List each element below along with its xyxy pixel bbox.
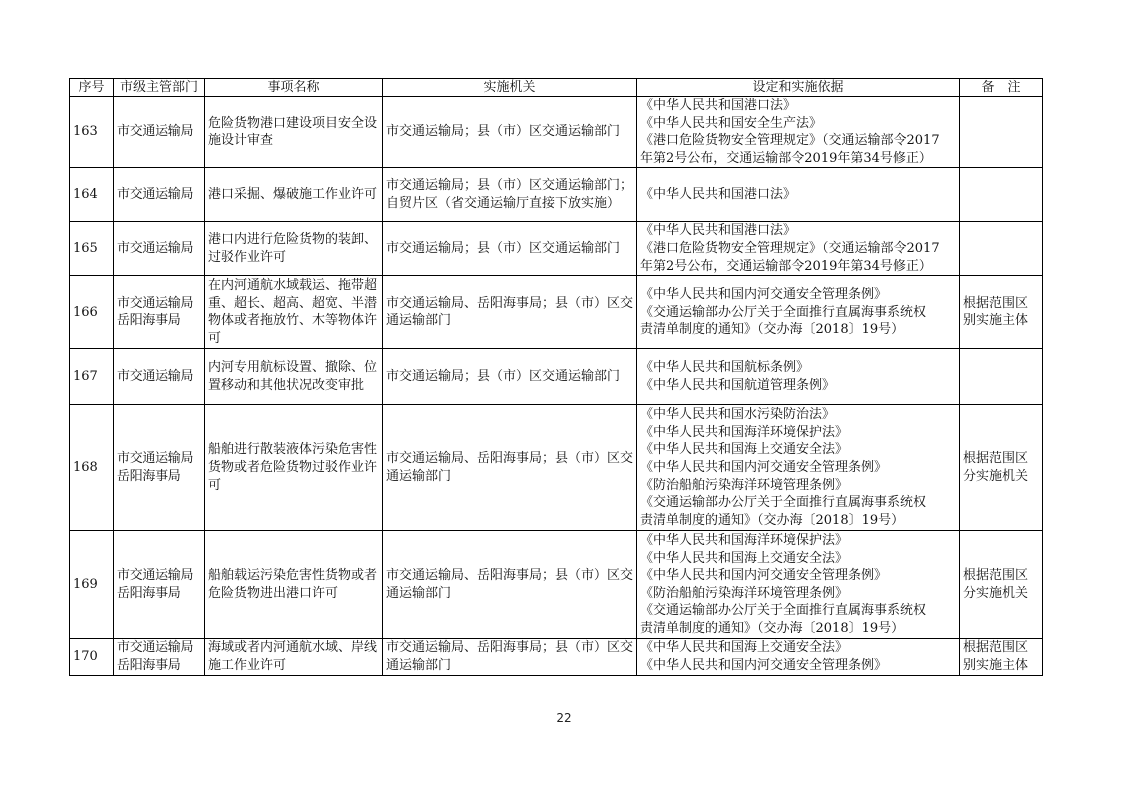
legal-basis-line: 《中华人民共和国海洋环境保护法》	[640, 424, 849, 440]
legal-basis-line: 《中华人民共和国内河交通安全管理条例》	[640, 286, 888, 302]
legal-basis-line: 《防治船舶污染海洋环境管理条例》	[640, 585, 849, 601]
matter-name: 船舶进行散装液体污染危害性货物或者危险货物过驳作业许可	[205, 405, 383, 531]
legal-basis-line: 《中华人民共和国港口法》	[640, 187, 797, 203]
table-header-row	[70, 79, 1043, 97]
legal-basis-line: 责清单制度的通知》（交办海〔2018〕19号）	[640, 621, 905, 637]
table-body	[70, 97, 1043, 676]
implementing-agency: 市交通运输局、岳阳海事局；县（市）区交通运输部门	[383, 531, 637, 639]
department-cell	[114, 405, 205, 531]
department-line: 岳阳海事局	[117, 657, 181, 673]
remark: 根据范围区分实施机关	[960, 405, 1043, 531]
department-line: 岳阳海事局	[117, 313, 181, 329]
table-row	[70, 168, 1043, 222]
legal-basis-cell	[637, 168, 960, 222]
table-row	[70, 531, 1043, 639]
implementing-agency: 市交通运输局、岳阳海事局；县（市）区交通运输部门	[383, 276, 637, 349]
legal-basis-line: 《中华人民共和国海上交通安全法》	[640, 550, 849, 566]
legal-basis-line: 《中华人民共和国安全生产法》	[640, 115, 823, 131]
implementing-agency: 市交通运输局；县（市）区交通运输部门	[383, 222, 637, 276]
header-basis: 设定和实施依据	[637, 79, 960, 97]
department-line: 市交通运输局	[117, 568, 194, 584]
department-cell	[114, 531, 205, 639]
row-number: 170	[70, 639, 114, 675]
row-number: 164	[70, 168, 114, 222]
legal-basis-cell	[637, 349, 960, 405]
row-number: 167	[70, 349, 114, 405]
department-line: 市交通运输局	[117, 451, 194, 467]
legal-basis-cell	[637, 276, 960, 349]
legal-basis-line: 年第2号公布，交通运输部令2019年第34号修正）	[640, 150, 932, 166]
implementing-agency: 市交通运输局、岳阳海事局；县（市）区交通运输部门	[383, 405, 637, 531]
matter-name: 内河专用航标设置、撤除、位置移动和其他状况改变审批	[205, 349, 383, 405]
header-matter-name: 事项名称	[205, 79, 383, 97]
matter-name: 危险货物港口建设项目安全设施设计审查	[205, 97, 383, 168]
department-cell	[114, 639, 205, 675]
legal-basis-line: 《中华人民共和国内河交通安全管理条例》	[640, 657, 888, 673]
legal-basis-line: 《交通运输部办公厅关于全面推行直属海事系统权	[640, 603, 927, 619]
matter-name: 港口内进行危险货物的装卸、过驳作业许可	[205, 222, 383, 276]
matter-name: 在内河通航水域载运、拖带超重、超长、超高、超宽、半潜物体或者拖放竹、木等物体许可	[205, 276, 383, 349]
row-number: 163	[70, 97, 114, 168]
legal-basis-line: 责清单制度的通知》（交办海〔2018〕19号）	[640, 512, 905, 528]
implementing-agency: 市交通运输局；县（市）区交通运输部门	[383, 97, 637, 168]
department-line: 市交通运输局	[117, 640, 194, 656]
legal-basis-line: 《中华人民共和国港口法》	[640, 98, 797, 113]
department-line: 市交通运输局	[117, 187, 194, 203]
legal-basis-line: 《交通运输部办公厅关于全面推行直属海事系统权	[640, 304, 927, 320]
remark: 根据范围区分实施机关	[960, 531, 1043, 639]
page-number: 22	[556, 711, 572, 725]
row-number: 166	[70, 276, 114, 349]
remark	[960, 349, 1043, 405]
row-number: 168	[70, 405, 114, 531]
table-row	[70, 349, 1043, 405]
matter-name: 港口采掘、爆破施工作业许可	[205, 168, 383, 222]
department-line: 市交通运输局	[117, 124, 194, 140]
department-line: 岳阳海事局	[117, 585, 181, 601]
legal-basis-line: 《中华人民共和国内河交通安全管理条例》	[640, 460, 888, 476]
remark: 根据范围区别实施主体	[960, 276, 1043, 349]
row-number: 169	[70, 531, 114, 639]
legal-basis-line: 年第2号公布，交通运输部令2019年第34号修正）	[640, 258, 932, 274]
legal-basis-cell	[637, 222, 960, 276]
implementing-agency: 市交通运输局；县（市）区交通运输部门；自贸片区（省交通运输厅直接下放实施）	[383, 168, 637, 222]
legal-basis-cell	[637, 639, 960, 675]
header-agency: 实施机关	[383, 79, 637, 97]
legal-basis-line: 《港口危险货物安全管理规定》（交通运输部令2017	[640, 133, 940, 149]
administrative-matters-table	[69, 78, 1043, 676]
legal-basis-cell	[637, 405, 960, 531]
table-row	[70, 405, 1043, 531]
legal-basis-line: 《中华人民共和国航标条例》	[640, 360, 810, 376]
matter-name: 船舶载运污染危害性货物或者危险货物进出港口许可	[205, 531, 383, 639]
table-row	[70, 639, 1043, 675]
header-remark: 备 注	[960, 79, 1043, 97]
legal-basis-line: 《中华人民共和国航道管理条例》	[640, 377, 836, 393]
header-no: 序号	[70, 79, 114, 97]
legal-basis-line: 《防治船舶污染海洋环境管理条例》	[640, 477, 849, 493]
table-row	[70, 222, 1043, 276]
legal-basis-line: 《中华人民共和国海洋环境保护法》	[640, 533, 849, 549]
header-department: 市级主管部门	[114, 79, 205, 97]
remark	[960, 222, 1043, 276]
department-cell	[114, 97, 205, 168]
remark	[960, 168, 1043, 222]
department-line: 市交通运输局	[117, 295, 194, 311]
table-row	[70, 97, 1043, 168]
legal-basis-line: 《中华人民共和国港口法》	[640, 223, 797, 239]
legal-basis-line: 《中华人民共和国海上交通安全法》	[640, 442, 849, 458]
department-cell	[114, 276, 205, 349]
row-number: 165	[70, 222, 114, 276]
legal-basis-line: 《中华人民共和国海上交通安全法》	[640, 640, 849, 656]
table-row	[70, 276, 1043, 349]
legal-basis-cell	[637, 97, 960, 168]
remark: 根据范围区别实施主体	[960, 639, 1043, 675]
department-line: 市交通运输局	[117, 369, 194, 385]
legal-basis-line: 《中华人民共和国水污染防治法》	[640, 407, 836, 423]
department-cell	[114, 222, 205, 276]
department-line: 岳阳海事局	[117, 468, 181, 484]
implementing-agency: 市交通运输局、岳阳海事局；县（市）区交通运输部门	[383, 639, 637, 675]
legal-basis-line: 责清单制度的通知》（交办海〔2018〕19号）	[640, 322, 905, 338]
legal-basis-line: 《交通运输部办公厅关于全面推行直属海事系统权	[640, 495, 927, 511]
matter-name: 海域或者内河通航水域、岸线施工作业许可	[205, 639, 383, 675]
remark	[960, 97, 1043, 168]
department-line: 市交通运输局	[117, 241, 194, 257]
department-cell	[114, 349, 205, 405]
legal-basis-line: 《中华人民共和国内河交通安全管理条例》	[640, 568, 888, 584]
legal-basis-cell	[637, 531, 960, 639]
department-cell	[114, 168, 205, 222]
legal-basis-line: 《港口危险货物安全管理规定》（交通运输部令2017	[640, 241, 940, 257]
implementing-agency: 市交通运输局；县（市）区交通运输部门	[383, 349, 637, 405]
